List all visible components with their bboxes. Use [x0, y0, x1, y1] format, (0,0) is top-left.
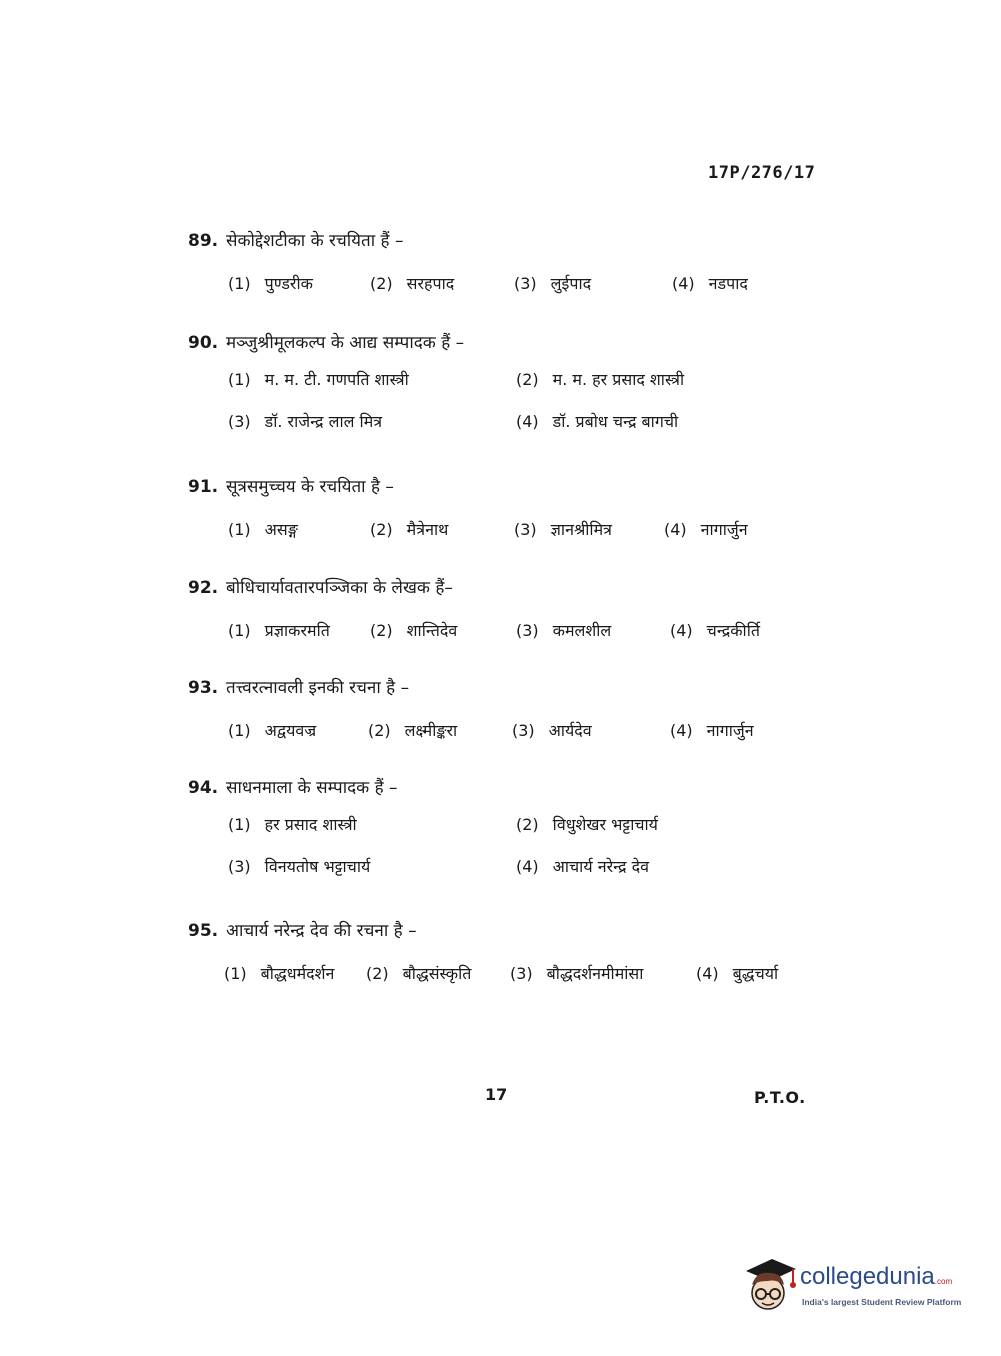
question-93 [188, 675, 828, 745]
option-2: (2) शान्तिदेव [370, 621, 458, 640]
option-2: (2) सरहपाद [370, 274, 455, 293]
option-1: (1) म. म. टी. गणपति शास्त्री [228, 370, 409, 389]
mascot-logo-icon [742, 1255, 798, 1315]
question-number: 95. [188, 921, 219, 941]
question-text: साधनमाला के सम्पादक हैं – [226, 778, 398, 798]
brand-name: collegedunia.com [800, 1263, 953, 1290]
question-text: बोधिचार्यावतारपञ्जिका के लेखक हैं– [226, 578, 453, 598]
pto-label: P.T.O. [754, 1088, 806, 1107]
collegedunia-watermark [742, 1255, 972, 1317]
option-1: (1) हर प्रसाद शास्त्री [228, 815, 357, 834]
question-text: सेकोद्देशटीका के रचयिता हैं – [226, 231, 404, 251]
option-4: (4) चन्द्रकीर्ति [670, 621, 760, 640]
question-90 [188, 330, 828, 436]
page-code: 17P/276/17 [708, 163, 816, 183]
option-4: (4) नडपाद [672, 274, 748, 293]
option-4: (4) आचार्य नरेन्द्र देव [516, 857, 650, 876]
question-number: 90. [188, 333, 219, 353]
question-94 [188, 775, 828, 881]
option-4: (4) डॉ. प्रबोध चन्द्र बागची [516, 412, 679, 431]
option-3: (3) कमलशील [516, 621, 612, 640]
question-number: 89. [188, 231, 219, 251]
question-number: 91. [188, 477, 219, 497]
question-95 [188, 918, 828, 988]
brand-tagline: India's largest Student Review Platform [802, 1297, 962, 1307]
option-1: (1) अद्वयवज्र [228, 721, 317, 740]
option-4: (4) बुद्धचर्या [696, 964, 779, 983]
option-2: (2) लक्ष्मीङ्करा [368, 721, 458, 740]
option-2: (2) विधुशेखर भट्टाचार्य [516, 815, 658, 834]
question-number: 93. [188, 678, 219, 698]
option-1: (1) असङ्ग [228, 520, 298, 539]
option-2: (2) मैत्रेनाथ [370, 520, 449, 539]
question-text: आचार्य नरेन्द्र देव की रचना है – [226, 921, 417, 941]
option-1: (1) बौद्धधर्मदर्शन [224, 964, 335, 983]
option-3: (3) आर्यदेव [512, 721, 592, 740]
option-1: (1) प्रज्ञाकरमति [228, 621, 330, 640]
option-2: (2) म. म. हर प्रसाद शास्त्री [516, 370, 685, 389]
question-91 [188, 474, 828, 544]
question-number: 94. [188, 778, 219, 798]
option-1: (1) पुण्डरीक [228, 274, 313, 293]
page-number: 17 [485, 1085, 508, 1104]
option-3: (3) डॉ. राजेन्द्र लाल मित्र [228, 412, 383, 431]
option-2: (2) बौद्धसंस्कृति [366, 964, 472, 983]
option-4: (4) नागार्जुन [664, 520, 748, 539]
option-3: (3) बौद्धदर्शनमीमांसा [510, 964, 644, 983]
option-3: (3) ज्ञानश्रीमित्र [514, 520, 612, 539]
question-text: मञ्जुश्रीमूलकल्प के आद्य सम्पादक हैं – [226, 333, 465, 353]
option-3: (3) लुईपाद [514, 274, 592, 293]
option-3: (3) विनयतोष भट्टाचार्य [228, 857, 371, 876]
option-4: (4) नागार्जुन [670, 721, 754, 740]
question-89 [188, 228, 828, 298]
question-text: तत्त्वरत्नावली इनकी रचना है – [226, 678, 410, 698]
question-92 [188, 575, 828, 645]
question-text: सूत्रसमुच्चय के रचयिता है – [226, 477, 394, 497]
question-number: 92. [188, 578, 219, 598]
